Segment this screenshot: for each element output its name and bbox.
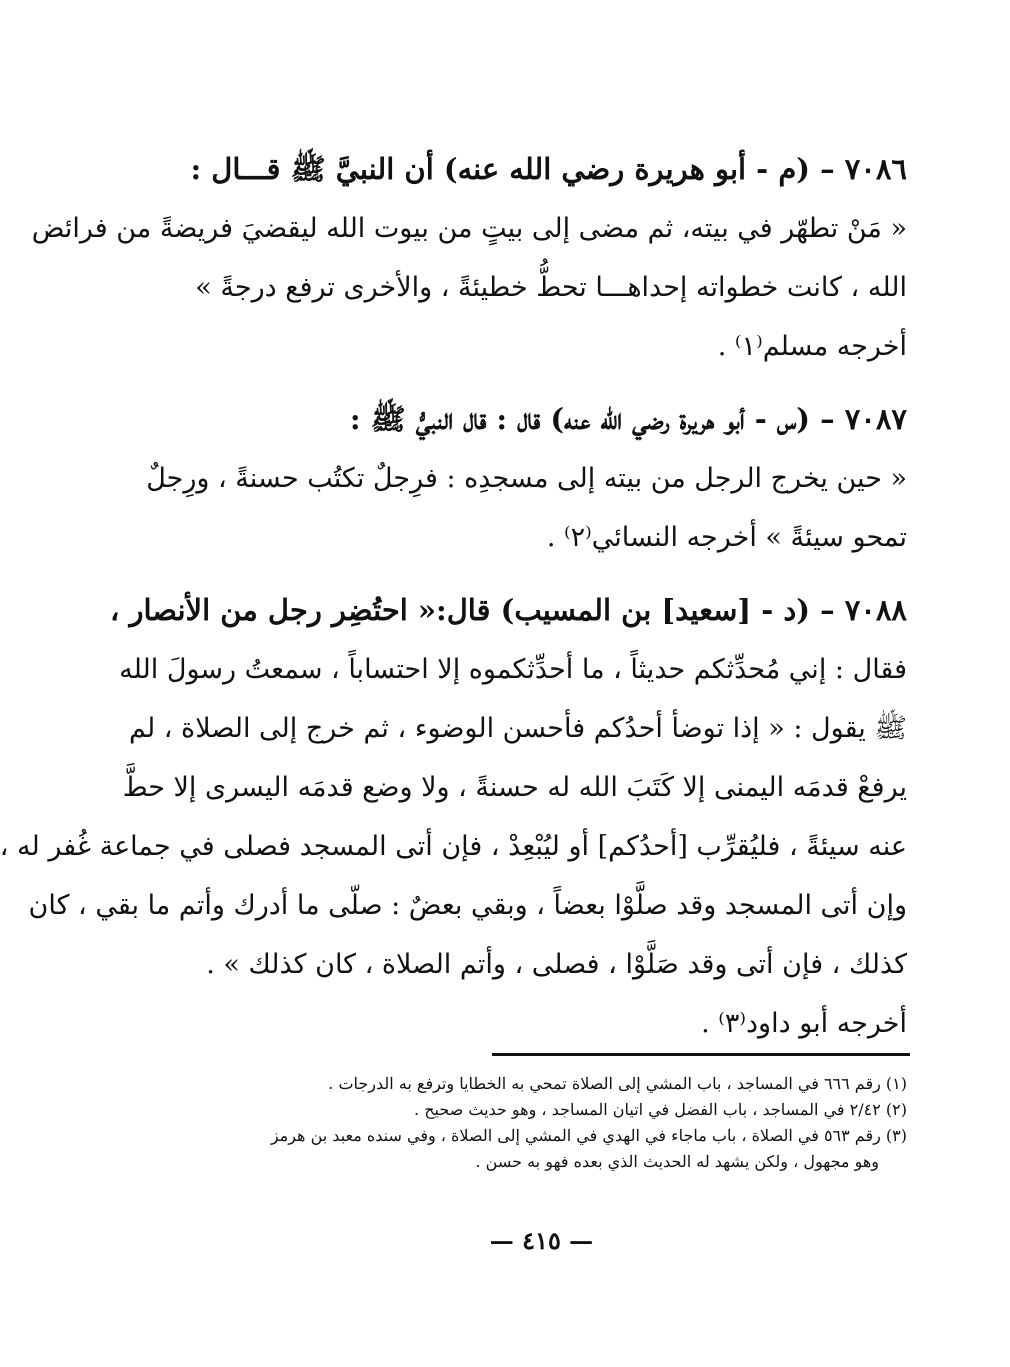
hadith-heading: ٧٠٨٨ – (د - [سعيد] بن المسيب) قال:« احتُضِر رجل من الأنصار ، xyxy=(110,593,907,627)
hadith-7086 xyxy=(31,140,907,376)
footnote-3: (٣) رقم ٥٦٣ في الصلاة ، باب ماجاء في الهدي في المشي إلى الصلاة ، وفي سنده معبد بن هرمز xyxy=(270,1126,907,1145)
hadith-source: تمحو سيئةً » أخرجه النسائي⁽٢⁾ . xyxy=(546,522,907,553)
page-number: — ٤١٥ — xyxy=(489,1226,594,1255)
hadith-text-line: يرفعْ قدمَه اليمنى إلا كَتَبَ الله له حسنةً ، ولا وضع قدمَه اليسرى إلا حطَّ xyxy=(122,772,907,803)
hadith-text-line: « مَنْ تطهّر في بيته، ثم مضى إلى بيتٍ من بيوت الله ليقضيَ فريضةً من فرائض xyxy=(31,213,907,244)
footnote-divider xyxy=(492,1053,910,1056)
main-text xyxy=(0,140,907,1067)
footnote-2: (٢) ٢/٤٢ في المساجد ، باب الفضل في اتيان المساجد ، وهو حديث صحيح . xyxy=(414,1100,907,1119)
hadith-text-line: ﷺ يقول : « إذا توضأ أحدُكم فأحسن الوضوء ، ثم خرج إلى الصلاة ، لم xyxy=(128,713,907,744)
hadith-text-line: « حين يخرج الرجل من بيته إلى مسجدِه : فرِجلٌ تكتُب حسنةً ، ورِجلٌ xyxy=(146,463,907,494)
hadith-text-line: الله ، كانت خطواته إحداهـــا تحطُّ خطيئةً ، والأخرى ترفع درجةً » xyxy=(195,272,907,303)
hadith-text-line: كذلك ، فإن أتى وقد صَلَّوْا ، فصلى ، وأتم الصلاة ، كان كذلك » . xyxy=(206,949,907,980)
footnote-1: (١) رقم ٦٦٦ في المساجد ، باب المشي إلى الصلاة تمحي به الخطايا وترفع به الدرجات . xyxy=(328,1074,907,1093)
hadith-heading: ٧٠٨٦ – (م - أبو هريرة رضي الله عنه) أن النبيَّ ﷺ قـــال : xyxy=(190,152,907,186)
hadith-text-line: وإن أتى المسجد وقد صلَّوْا بعضاً ، وبقي بعضٌ : صلّى ما أدرك وأتم ما بقي ، كان xyxy=(28,890,907,921)
hadith-heading: ٧٠٨٧ – (س - أبو هريرة رضي الله عنه) قال : قال النبيُّ ﷺ : xyxy=(349,402,907,436)
footnotes xyxy=(165,1071,907,1175)
footnote-3-continuation: وهو مجهول ، ولكن يشهد له الحديث الذي بعده فهو به حسن . xyxy=(475,1152,879,1171)
hadith-7088 xyxy=(0,581,907,1053)
hadith-source: أخرجه مسلم⁽١⁾ . xyxy=(717,331,907,362)
hadith-source: أخرجه أبو داود⁽٣⁾ . xyxy=(701,1008,907,1039)
hadith-text-line: فقال : إني مُحدِّثكم حديثاً ، ما أحدِّثكموه إلا احتساباً ، سمعتُ رسولَ الله xyxy=(119,654,907,685)
hadith-7087 xyxy=(146,390,907,567)
hadith-text-line: عنه سيئةً ، فليُقرِّب [أحدُكم] أو ليُبْعِدْ ، فإن أتى المسجد فصلى في جماعة غُفر له ، xyxy=(0,831,907,862)
